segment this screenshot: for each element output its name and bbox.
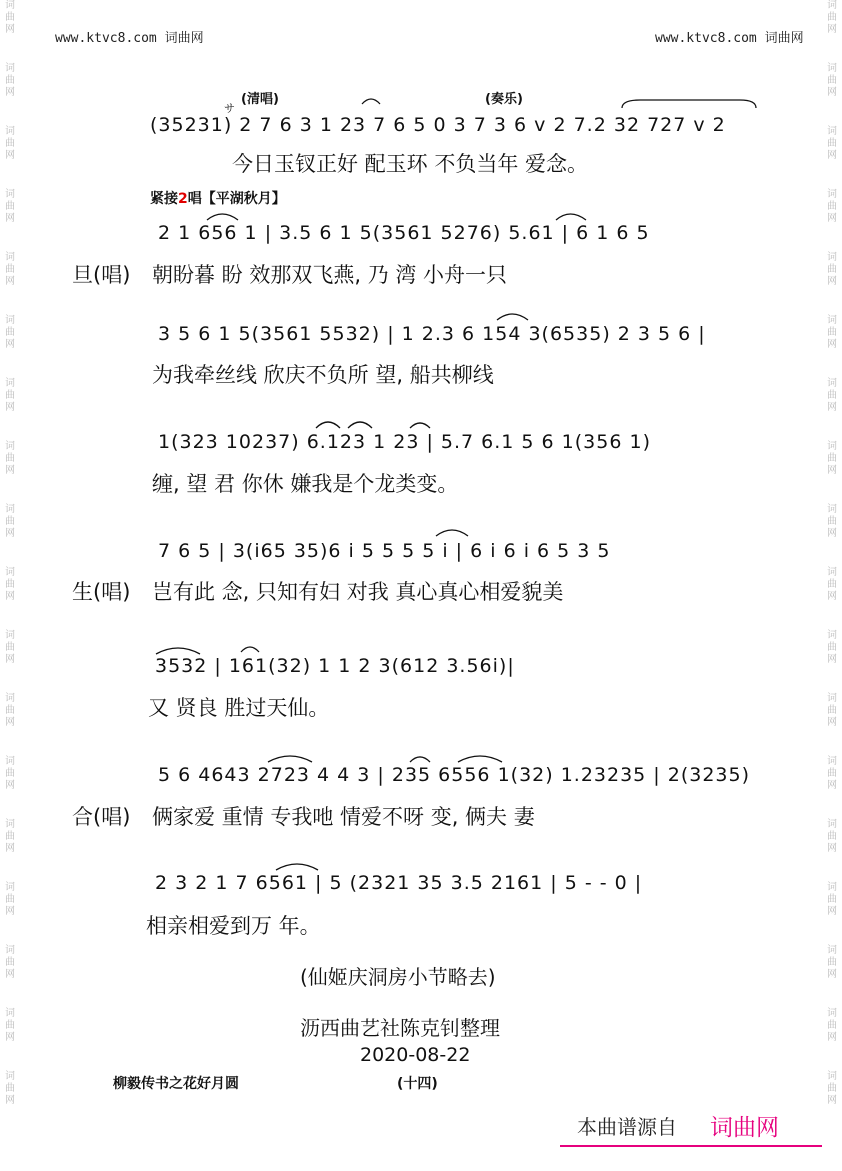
source-site-logo[interactable]: 词曲网: [710, 1115, 779, 1141]
slur: [410, 757, 430, 762]
watermark-glyphs: 词 曲 网: [5, 189, 15, 224]
row6-lyrics: 又 贤良 胜过天仙。: [148, 696, 330, 720]
watermark-glyphs: 词 曲 网: [827, 441, 837, 476]
watermark-glyphs: 词 曲 网: [827, 504, 837, 539]
row4-notation: 1(323 10237) 6.123 1 23 | 5.7 6.1 5 6 1(356 1): [158, 431, 651, 453]
omission-note: (仙姬庆洞房小节略去): [300, 965, 496, 989]
row5-lyrics: 岂有此 念, 只知有妇 对我 真心真心相爱貌美: [152, 580, 564, 604]
piece-title: 柳毅传书之花好月圆: [113, 1076, 239, 1092]
slur: [207, 214, 238, 220]
watermark-glyphs: 词 曲 网: [5, 63, 15, 98]
section-label: 紧接2唱【平湖秋月】: [150, 191, 286, 207]
watermark-glyphs: 词 曲 网: [5, 315, 15, 350]
watermark-glyphs: 词 曲 网: [827, 756, 837, 791]
watermark-glyphs: 词 曲 网: [827, 1071, 837, 1106]
page-number: (十四): [397, 1076, 438, 1092]
slur: [276, 864, 318, 870]
row8-lyrics: 相亲相爱到万 年。: [146, 914, 321, 938]
watermark-glyphs: 词 曲 网: [827, 819, 837, 854]
sa-mark: サ: [224, 102, 235, 115]
watermark-glyphs: 词 曲 网: [827, 63, 837, 98]
line1-lyrics: 今日玉钗正好 配玉环 不负当年 爱念。: [232, 152, 589, 176]
watermark-glyphs: 词 曲 网: [5, 567, 15, 602]
row7-lyrics: 俩家爱 重情 专我吔 情爱不呀 变, 俩夫 妻: [152, 805, 535, 829]
watermark-glyphs: 词 曲 网: [5, 756, 15, 791]
slur: [348, 422, 372, 428]
row3-notation: 3 5 6 1 5(3561 5532) | 1 2.3 6 154 3(6535) 2 3 5 6 |: [158, 323, 706, 345]
watermark-glyphs: 词 曲 网: [5, 252, 15, 287]
watermark-glyphs: 词 曲 网: [827, 378, 837, 413]
annotation-zouyue: (奏乐): [485, 92, 523, 107]
row5-notation: 7 6 5 | 3(i65 35)6 i 5 5 5 5 i | 6 i 6 i 6 5 3 5: [158, 540, 611, 562]
watermark-glyphs: 词 曲 网: [5, 504, 15, 539]
role-dan: 旦(唱): [72, 263, 131, 287]
slur: [458, 756, 502, 762]
right-watermark: [824, 0, 840, 1171]
slur: [362, 99, 380, 104]
role-sheng: 生(唱): [72, 580, 131, 604]
source-banner[interactable]: [560, 1105, 822, 1147]
watermark-glyphs: 词 曲 网: [827, 630, 837, 665]
watermark-glyphs: 词 曲 网: [5, 0, 15, 35]
watermark-glyphs: 词 曲 网: [827, 945, 837, 980]
watermark-glyphs: 词 曲 网: [827, 0, 837, 35]
row7-notation: 5 6 4643 2723 4 4 3 | 235 6556 1(32) 1.23235 | 2(3235): [158, 764, 751, 786]
header-site-right[interactable]: www.ktvc8.com 词曲网: [655, 31, 804, 46]
arrangement-date: 2020-08-22: [360, 1044, 471, 1066]
watermark-glyphs: 词 曲 网: [827, 693, 837, 728]
slur: [497, 314, 528, 320]
row2-lyrics: 朝盼暮 盼 效那双飞燕, 乃 湾 小舟一只: [152, 263, 508, 287]
row6-notation: 3532 | 161(32) 1 1 2 3(612 3.56i)|: [155, 655, 515, 677]
watermark-glyphs: 词 曲 网: [827, 1008, 837, 1043]
watermark-glyphs: 词 曲 网: [5, 882, 15, 917]
slur: [556, 214, 586, 220]
watermark-glyphs: 词 曲 网: [5, 1008, 15, 1043]
slur: [410, 423, 430, 428]
watermark-glyphs: 词 曲 网: [827, 315, 837, 350]
watermark-glyphs: 词 曲 网: [827, 189, 837, 224]
slur: [268, 756, 312, 762]
source-label: 本曲谱源自: [577, 1115, 677, 1139]
row2-notation: 2 1 656 1 | 3.5 6 1 5(3561 5276) 5.61 | 6 1 6 5: [158, 222, 650, 244]
watermark-glyphs: 词 曲 网: [5, 378, 15, 413]
watermark-glyphs: 词 曲 网: [827, 126, 837, 161]
row8-notation: 2 3 2 1 7 6561 | 5 (2321 35 3.5 2161 | 5 - - 0 |: [155, 872, 643, 894]
role-he: 合(唱): [72, 805, 131, 829]
arranger-credit: 沥西曲艺社陈克钊整理: [300, 1016, 500, 1040]
watermark-glyphs: 词 曲 网: [5, 819, 15, 854]
header-site-left[interactable]: www.ktvc8.com 词曲网: [55, 31, 204, 46]
line1-notation: (35231) 2 7 6 3 1 23 7 6 5 0 3 7 3 6 v 2 7.2 32 727 v 2: [150, 114, 726, 136]
watermark-glyphs: 词 曲 网: [5, 693, 15, 728]
watermark-glyphs: 词 曲 网: [5, 1071, 15, 1106]
slur: [241, 647, 259, 652]
row3-lyrics: 为我牵丝线 欣庆不负所 望, 船共柳线: [152, 363, 494, 387]
watermark-glyphs: 词 曲 网: [5, 126, 15, 161]
watermark-glyphs: 词 曲 网: [827, 882, 837, 917]
slur: [156, 648, 200, 654]
slur: [316, 422, 340, 428]
watermark-glyphs: 词 曲 网: [5, 441, 15, 476]
slur: [436, 530, 468, 536]
slur: [622, 100, 756, 108]
left-watermark: [2, 0, 18, 1171]
annotation-qingchang: (清唱): [241, 92, 279, 107]
watermark-glyphs: 词 曲 网: [5, 945, 15, 980]
watermark-glyphs: 词 曲 网: [827, 252, 837, 287]
row4-lyrics: 缠, 望 君 你休 嫌我是个龙类变。: [152, 472, 459, 496]
watermark-glyphs: 词 曲 网: [827, 567, 837, 602]
watermark-glyphs: 词 曲 网: [5, 630, 15, 665]
